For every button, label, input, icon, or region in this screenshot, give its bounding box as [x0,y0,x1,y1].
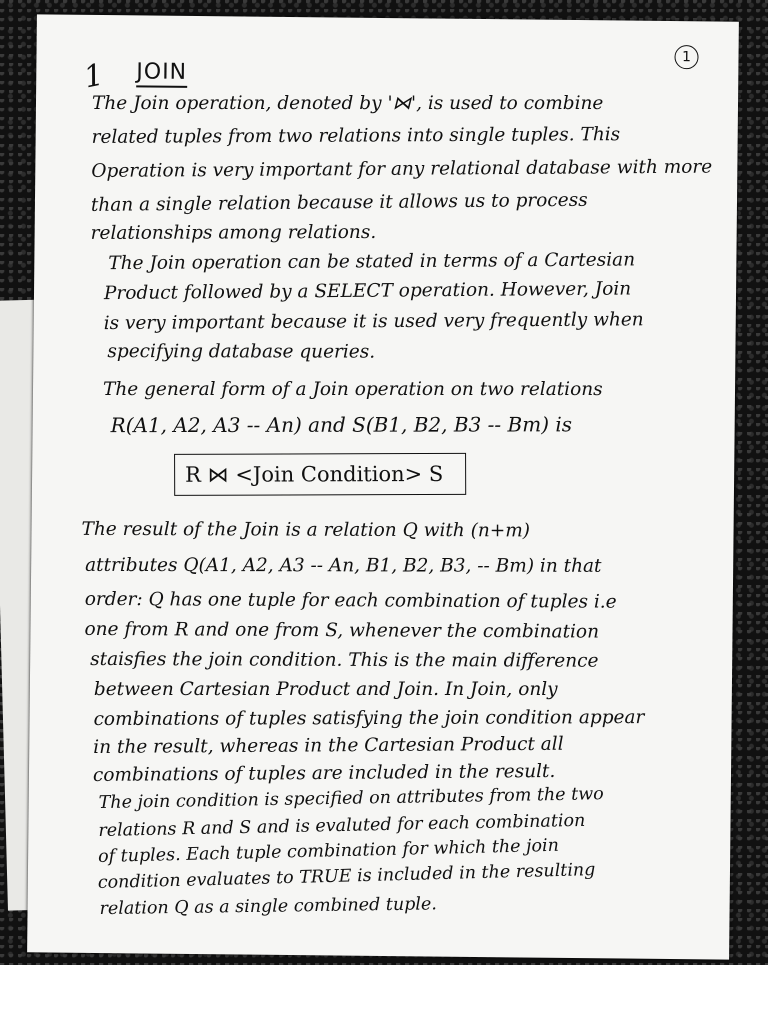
text-line: in the result, whereas in the Cartesian Product all [93,733,564,758]
join-formula: R ⋈ <Join Condition> S [185,461,444,487]
text-line: of tuples. Each tuple combination for which the join [97,835,560,868]
text-line: Operation is very important for any relational database with more [91,156,713,182]
text-line: The Join operation, denoted by '⋈', is used to combine [92,92,604,114]
text-line: is very important because it is used very frequently when [103,309,644,335]
join-formula-box [174,453,466,496]
text-line: related tuples from two relations into single tuples. This [91,124,621,148]
text-line: between Cartesian Product and Join. In Join, only [93,678,558,700]
notebook-page [27,14,739,959]
text-line: order: Q has one tuple for each combination of tuples i.e [84,588,617,613]
text-line: combinations of tuples are included in the result. [92,760,556,786]
page-title: JOIN [136,59,187,88]
text-line: specifying database queries. [107,341,376,363]
text-line: attributes Q(A1, A2, A3 -- An, B1, B2, B3, -- Bm) in that [85,554,602,577]
text-line: R(A1, A2, A3 -- An) and S(B1, B2, B3 -- Bm) is [110,412,573,438]
text-line: relations R and S and is evaluted for each combination [98,810,586,842]
text-line: staisfies the join condition. This is the main difference [90,648,599,672]
text-line: combinations of tuples satisfying the join condition appear [93,707,645,730]
text-line: than a single relation because it allows us to process [90,189,588,216]
section-number: 1 [81,57,107,96]
text-line: condition evaluates to TRUE is included in the resulting [97,860,596,894]
text-line: relationships among relations. [90,221,377,244]
text-line: The join condition is specified on attributes from the two [98,784,604,814]
text-line: The result of the Join is a relation Q with (n+m) [81,518,531,542]
text-line: Product followed by a SELECT operation. However, Join [103,278,632,305]
text-line: one from R and one from S, whenever the combination [84,618,600,643]
text-line: The general form of a Join operation on two relations [103,379,603,401]
text-line: relation Q as a single combined tuple. [99,894,438,920]
page-number: 1 [674,45,698,69]
text-line: The Join operation can be stated in terms of a Cartesian [108,249,636,275]
